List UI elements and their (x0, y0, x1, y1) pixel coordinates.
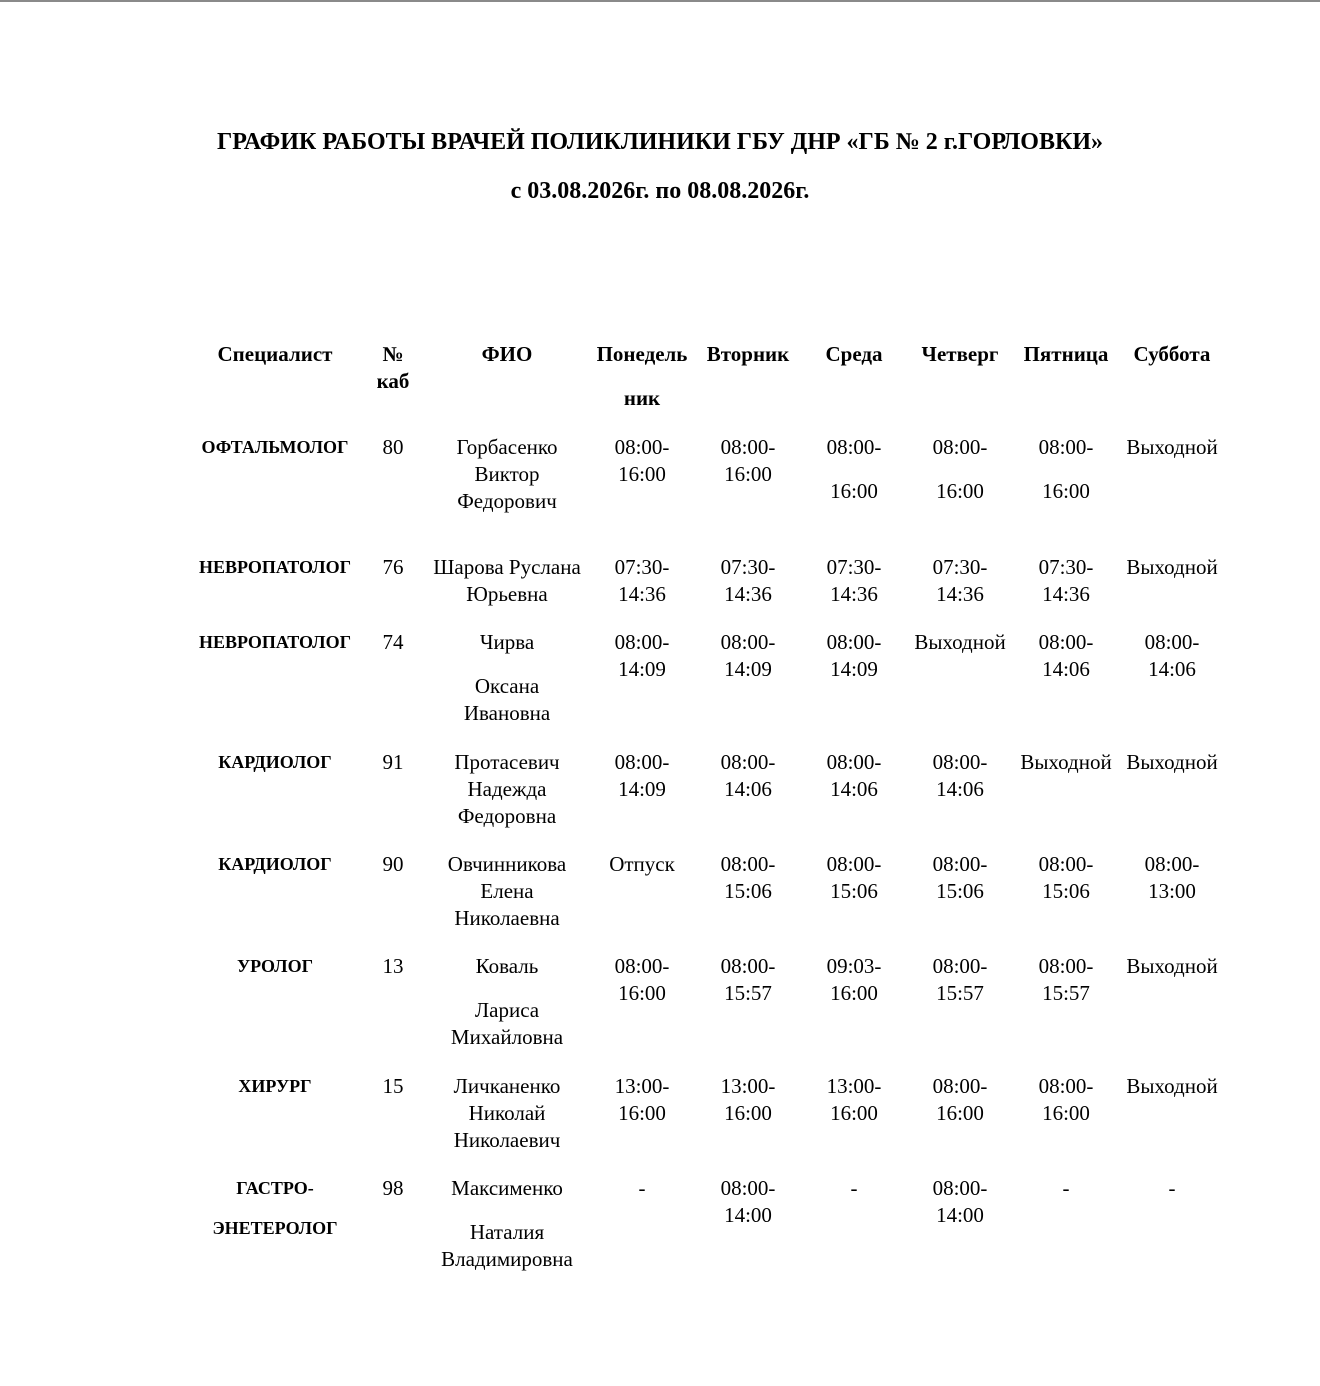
row-3-sat: Выходной (1126, 750, 1218, 774)
header-cab: № каб (376, 342, 410, 393)
row-6-fri: 08:00- 16:00 (1038, 1074, 1094, 1125)
row-7-specialist: ГАСТРО- ЭНЕТЕРОЛОГ (212, 1178, 338, 1238)
row-0-mon: 08:00- 16:00 (614, 435, 670, 486)
row-0-fio: Горбасенко Виктор Федорович (456, 435, 558, 513)
row-2-cab: 74 (382, 630, 404, 654)
row-0-fri: 08:00- 16:00 (1038, 435, 1094, 503)
row-1-specialist: НЕВРОПАТОЛОГ (198, 557, 352, 577)
row-5-sat: Выходной (1126, 954, 1218, 978)
row-2-mon: 08:00- 14:09 (614, 630, 670, 681)
row-0-tue: 08:00- 16:00 (720, 435, 776, 486)
row-1-mon: 07:30- 14:36 (614, 555, 670, 606)
row-5-specialist: УРОЛОГ (236, 956, 314, 976)
row-6-tue: 13:00- 16:00 (720, 1074, 776, 1125)
row-1-thu: 07:30- 14:36 (932, 555, 988, 606)
row-4-sat: 08:00- 13:00 (1144, 852, 1200, 903)
row-4-cab: 90 (382, 852, 404, 876)
header-specialist: Специалист (217, 342, 333, 366)
header-fio: ФИО (481, 342, 533, 366)
row-2-thu: Выходной (914, 630, 1006, 654)
row-5-cab: 13 (382, 954, 404, 978)
document-title: ГРАФИК РАБОТЫ ВРАЧЕЙ ПОЛИКЛИНИКИ ГБУ ДНР «ГБ № 2 г.ГОРЛОВКИ» (216, 129, 1104, 155)
row-0-wed: 08:00- 16:00 (826, 435, 882, 503)
document-period: с 03.08.2026г. по 08.08.2026г. (510, 178, 810, 204)
row-7-wed: - (850, 1176, 858, 1200)
row-7-tue: 08:00- 14:00 (720, 1176, 776, 1227)
row-7-cab: 98 (382, 1176, 404, 1200)
row-7-mon: - (638, 1176, 646, 1200)
row-3-fri: Выходной (1020, 750, 1112, 774)
row-3-fio: Протасевич Надежда Федоровна (454, 750, 560, 828)
row-4-specialist: КАРДИОЛОГ (218, 854, 332, 874)
row-7-fri: - (1062, 1176, 1070, 1200)
row-3-tue: 08:00- 14:06 (720, 750, 776, 801)
row-0-sat: Выходной (1126, 435, 1218, 459)
row-0-cab: 80 (382, 435, 404, 459)
header-saturday: Суббота (1133, 342, 1211, 366)
row-4-thu: 08:00- 15:06 (932, 852, 988, 903)
row-3-cab: 91 (382, 750, 404, 774)
row-2-sat: 08:00- 14:06 (1144, 630, 1200, 681)
row-5-mon: 08:00- 16:00 (614, 954, 670, 1005)
row-3-specialist: КАРДИОЛОГ (218, 752, 332, 772)
row-7-fio: Максименко Наталия Владимировна (441, 1176, 573, 1271)
row-2-fri: 08:00- 14:06 (1038, 630, 1094, 681)
row-4-mon: Отпуск (609, 852, 675, 876)
row-6-thu: 08:00- 16:00 (932, 1074, 988, 1125)
row-1-tue: 07:30- 14:36 (720, 555, 776, 606)
row-5-fio: Коваль Лариса Михайловна (450, 954, 564, 1049)
row-1-cab: 76 (382, 555, 404, 579)
row-1-fri: 07:30- 14:36 (1038, 555, 1094, 606)
header-friday: Пятница (1023, 342, 1109, 366)
row-2-fio: Чирва Оксана Ивановна (463, 630, 551, 725)
row-1-wed: 07:30- 14:36 (826, 555, 882, 606)
row-4-tue: 08:00- 15:06 (720, 852, 776, 903)
row-6-sat: Выходной (1126, 1074, 1218, 1098)
row-5-tue: 08:00- 15:57 (720, 954, 776, 1005)
row-7-sat: - (1168, 1176, 1176, 1200)
row-0-thu: 08:00- 16:00 (932, 435, 988, 503)
row-4-wed: 08:00- 15:06 (826, 852, 882, 903)
row-1-fio: Шарова Руслана Юрьевна (433, 555, 581, 606)
row-5-fri: 08:00- 15:57 (1038, 954, 1094, 1005)
row-3-mon: 08:00- 14:09 (614, 750, 670, 801)
header-thursday: Четверг (921, 342, 999, 366)
row-6-mon: 13:00- 16:00 (614, 1074, 670, 1125)
row-0-specialist: ОФТАЛЬМОЛОГ (201, 437, 349, 457)
header-monday: Понедель ник (596, 342, 688, 410)
row-5-thu: 08:00- 15:57 (932, 954, 988, 1005)
row-3-thu: 08:00- 14:06 (932, 750, 988, 801)
row-4-fio: Овчинникова Елена Николаевна (447, 852, 567, 930)
row-6-specialist: ХИРУРГ (238, 1076, 312, 1096)
row-2-tue: 08:00- 14:09 (720, 630, 776, 681)
row-6-fio: Личканенко Николай Николаевич (453, 1074, 561, 1152)
row-5-wed: 09:03- 16:00 (826, 954, 882, 1005)
header-tuesday: Вторник (706, 342, 790, 366)
row-7-thu: 08:00- 14:00 (932, 1176, 988, 1227)
row-1-sat: Выходной (1126, 555, 1218, 579)
row-3-wed: 08:00- 14:06 (826, 750, 882, 801)
row-2-specialist: НЕВРОПАТОЛОГ (198, 632, 352, 652)
row-6-wed: 13:00- 16:00 (826, 1074, 882, 1125)
row-6-cab: 15 (382, 1074, 404, 1098)
row-4-fri: 08:00- 15:06 (1038, 852, 1094, 903)
row-2-wed: 08:00- 14:09 (826, 630, 882, 681)
header-wednesday: Среда (825, 342, 883, 366)
